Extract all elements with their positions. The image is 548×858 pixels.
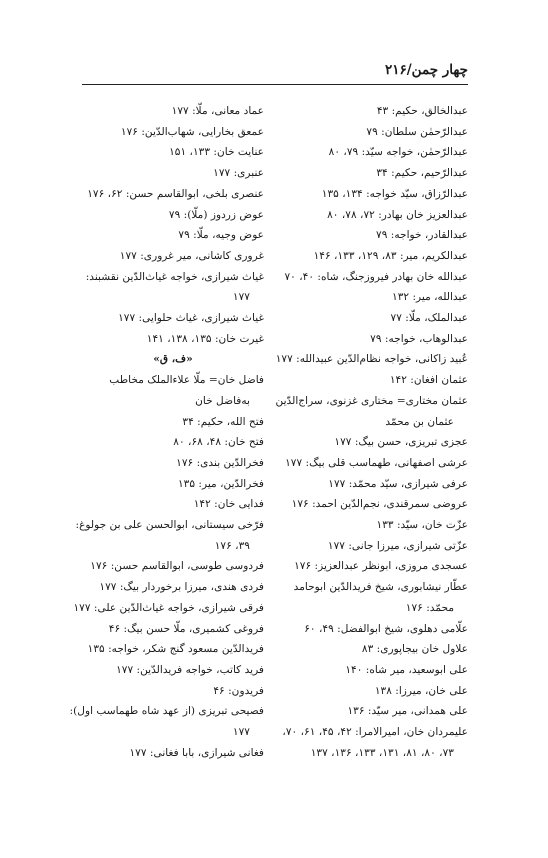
index-entry bbox=[82, 329, 264, 350]
index-entry bbox=[286, 122, 468, 143]
entry-text: عبدالکریم، میر: ۸۳، ۱۲۹، ۱۳۳، ۱۴۶ bbox=[313, 249, 468, 262]
entry-text: فدایی خان: ۱۴۲ bbox=[193, 498, 264, 511]
entry-text: عُبید زاکانی، خواجه نظام‌الدّین عبیدالله: ۱۷۷ bbox=[275, 353, 468, 366]
index-entry bbox=[286, 619, 468, 640]
entry-text: فرقی شیرازی، خواجه غیاث‌الدّین علی: ۱۷۷ bbox=[73, 601, 264, 614]
index-entry bbox=[82, 184, 264, 205]
entry-text: عزّتی شیرازی، میرزا جانی: ۱۷۷ bbox=[327, 539, 468, 552]
index-entry bbox=[286, 494, 468, 515]
entry-text: فریدون: ۴۶ bbox=[213, 684, 264, 697]
entry-text: عنبری: ۱۷۷ bbox=[213, 167, 264, 180]
index-entry bbox=[275, 391, 468, 432]
entry-text: فغانی شیرازی، بابا فغانی: ۱۷۷ bbox=[129, 746, 264, 759]
entry-text: عبدالعزیز خان بهادر: ۷۲، ۷۸، ۸۰ bbox=[327, 208, 468, 221]
index-entry bbox=[286, 308, 468, 329]
index-entry bbox=[286, 184, 468, 205]
index-entry bbox=[286, 225, 468, 246]
entry-text: عجزی تبریزی، حسن بیگ: ۱۷۷ bbox=[334, 436, 468, 449]
page-title: چهار چمن/۲۱۶ bbox=[384, 62, 468, 78]
entry-continuation: به‌فاضل خان bbox=[195, 394, 250, 407]
index-entry bbox=[82, 453, 264, 474]
index-entry bbox=[286, 556, 468, 577]
entry-text: عروضی سمرقندی، نجم‌الدّین احمد: ۱۷۶ bbox=[291, 498, 468, 511]
entry-continuation: عثمان بن محمّد bbox=[385, 415, 454, 428]
entry-text: عبدالملک، ملّا: ۷۷ bbox=[390, 312, 468, 325]
entry-text: فصیحی تبریزی (از عهد شاه طهماسب اول): bbox=[69, 705, 264, 718]
index-entry bbox=[75, 515, 264, 556]
index-entry bbox=[82, 681, 264, 702]
entry-text: عبدالله خان بهادر فیروزجنگ، شاه: ۴۰، ۷۰ bbox=[284, 270, 468, 283]
index-entry bbox=[286, 370, 468, 391]
entry-text: عمعق بخارایی، شهاب‌الدّین: ۱۷۶ bbox=[120, 125, 264, 138]
entry-text: عبدالخالق، حکیم: ۴۳ bbox=[376, 105, 468, 117]
index-entry bbox=[286, 142, 468, 163]
entry-text: عوض زردوز (ملّا): ۷۹ bbox=[168, 208, 264, 221]
index-entry bbox=[286, 432, 468, 453]
entry-continuation: ۳۹، ۱۷۶ bbox=[214, 539, 250, 552]
index-column-right bbox=[275, 101, 468, 764]
entry-text: عطّار نیشابوری، شیخ فریدالدّین ابوحامد bbox=[293, 581, 468, 594]
entry-text: عنایت خان: ۱۳۳، ۱۵۱ bbox=[169, 146, 264, 159]
index-entry bbox=[82, 639, 264, 660]
entry-text: عثمان افغان: ۱۴۲ bbox=[389, 374, 468, 387]
index-entry bbox=[82, 556, 264, 577]
entry-text: فتح الله، حکیم: ۳۴ bbox=[182, 415, 264, 428]
index-column-left bbox=[69, 101, 264, 764]
index-entry bbox=[286, 515, 468, 536]
index-entry bbox=[82, 142, 264, 163]
index-entry bbox=[82, 412, 264, 433]
entry-text: فرید کاتب، خواجه فریدالدّین: ۱۷۷ bbox=[116, 663, 264, 676]
entry-text: علی ابوسعید، میر شاه: ۱۴۰ bbox=[345, 663, 468, 676]
index-entry bbox=[82, 432, 264, 453]
index-entry bbox=[82, 308, 264, 329]
entry-text: عبدالوهاب، خواجه: ۷۹ bbox=[370, 332, 468, 345]
entry-text: غیاث شیرازی، غیاث حلوایی: ۱۷۷ bbox=[118, 312, 264, 325]
running-header bbox=[82, 62, 468, 85]
index-entry bbox=[275, 349, 468, 370]
entry-text: فخرالدّین، میر: ۱۳۵ bbox=[177, 477, 264, 490]
index-entry bbox=[82, 577, 264, 598]
entry-text: علی خان، میرزا: ۱۳۸ bbox=[374, 684, 468, 697]
entry-text: عماد معانی، ملّا: ۱۷۷ bbox=[171, 105, 264, 117]
entry-text: عبدالله، میر: ۱۳۲ bbox=[392, 291, 468, 304]
entry-text: عبدالرّحیم، حکیم: ۳۴ bbox=[376, 167, 468, 180]
entry-text: علی همدانی، میر سیّد: ۱۳۶ bbox=[347, 705, 468, 718]
index-entry bbox=[82, 225, 264, 246]
index-entry bbox=[82, 370, 264, 411]
index-entry bbox=[82, 205, 264, 226]
index-entry bbox=[286, 329, 468, 350]
entry-text: عرشی اصفهانی، طهماسب قلی بیگ: ۱۷۷ bbox=[285, 456, 468, 469]
index-entry bbox=[286, 536, 468, 557]
index-entry bbox=[82, 474, 264, 495]
index-entry bbox=[82, 101, 264, 122]
entry-text: فردوسی طوسی، ابوالقاسم حسن: ۱۷۶ bbox=[90, 560, 264, 573]
index-entry bbox=[286, 639, 468, 660]
entry-text: غروری کاشانی، میر غروری: ۱۷۷ bbox=[119, 249, 264, 262]
index-entry bbox=[282, 722, 468, 763]
index-entry bbox=[82, 246, 264, 267]
entry-text: عزّت خان، سیّد: ۱۳۳ bbox=[376, 519, 468, 532]
entry-text: فخرالدّین بندی: ۱۷۶ bbox=[176, 456, 264, 469]
index-entry bbox=[82, 267, 264, 308]
entry-text: فتح خان: ۴۸، ۶۸، ۸۰ bbox=[173, 436, 264, 449]
entry-text: عبدالقادر، خواجه: ۷۹ bbox=[376, 229, 468, 242]
entry-continuation: ۱۷۷ bbox=[232, 726, 250, 739]
entry-continuation: محمّد: ۱۷۶ bbox=[405, 601, 454, 614]
index-entry bbox=[286, 101, 468, 122]
entry-continuation: ۷۳، ۸۰، ۸۱، ۱۳۱، ۱۳۳، ۱۳۶، ۱۳۷ bbox=[310, 746, 454, 759]
entry-text: عبدالرّحمٰن، خواجه سیّد: ۷۹، ۸۰ bbox=[328, 146, 468, 159]
index-entry bbox=[286, 205, 468, 226]
index-entry bbox=[82, 494, 264, 515]
entry-text: فاضل خان= ملّا علاءالملک مخاطب bbox=[109, 374, 264, 387]
index-entry bbox=[286, 163, 468, 184]
index-entry bbox=[286, 660, 468, 681]
index-entry bbox=[82, 660, 264, 681]
entry-text: عبدالرّزاق، سیّد خواجه: ۱۳۴، ۱۳۵ bbox=[321, 187, 468, 200]
entry-text: عبدالرّحمٰن سلطان: ۷۹ bbox=[366, 125, 468, 138]
entry-text: عثمان مختاری= مختاری غزنوی، سراج‌الدّین bbox=[275, 394, 468, 407]
entry-text: فرّخی سیستانی، ابوالحسن علی بن جولوغ: bbox=[75, 519, 264, 532]
entry-text: فروغی کشمیری، ملّا حسن بیگ: ۴۶ bbox=[108, 622, 264, 635]
index-entry bbox=[73, 598, 264, 619]
index-entry bbox=[286, 246, 468, 267]
index-entry bbox=[286, 681, 468, 702]
entry-text: علاول خان بیجاپوری: ۸۳ bbox=[361, 643, 468, 656]
index-entry bbox=[82, 619, 264, 640]
entry-text: غیاث شیرازی، خواجه غیاث‌الدّین نقشبند: bbox=[85, 270, 264, 283]
index-entry bbox=[286, 577, 468, 618]
entry-text: غیرت خان: ۱۳۵، ۱۳۸، ۱۴۱ bbox=[146, 332, 264, 345]
index-entry bbox=[286, 267, 468, 288]
entry-text: عرفی شیرازی، سیّد محمّد: ۱۷۷ bbox=[328, 477, 468, 490]
entry-text: علیمردان خان، امیرالامرا: ۴۲، ۴۵، ۶۱، ۷۰، bbox=[282, 726, 468, 739]
entry-text: عوض وجیه، ملّا: ۷۹ bbox=[178, 229, 264, 242]
index-entry bbox=[82, 122, 264, 143]
entry-text: عنصری بلخی، ابوالقاسم حسن: ۶۲، ۱۷۶ bbox=[87, 187, 264, 200]
index-entry bbox=[286, 453, 468, 474]
index-entry bbox=[82, 743, 264, 764]
entry-text: عسجدی مروزی، ابونظر عبدالعزیز: ۱۷۶ bbox=[294, 560, 468, 573]
entry-text: فریدالدّین مسعود گنج شکر، خواجه: ۱۳۵ bbox=[87, 643, 264, 656]
index-entry bbox=[286, 287, 468, 308]
index-entry bbox=[286, 701, 468, 722]
section-heading bbox=[82, 349, 264, 370]
entry-continuation: ۱۷۷ bbox=[232, 291, 250, 304]
entry-text: فردی هندی، میرزا برخوردار بیگ: ۱۷۷ bbox=[99, 581, 264, 594]
index-entry bbox=[286, 474, 468, 495]
entry-text: علّامی دهلوی، شیخ ابوالفضل: ۴۹، ۶۰ bbox=[304, 622, 468, 635]
index-entry bbox=[82, 163, 264, 184]
entry-text: «ف، ق» bbox=[153, 353, 193, 366]
index-entry bbox=[69, 701, 264, 742]
